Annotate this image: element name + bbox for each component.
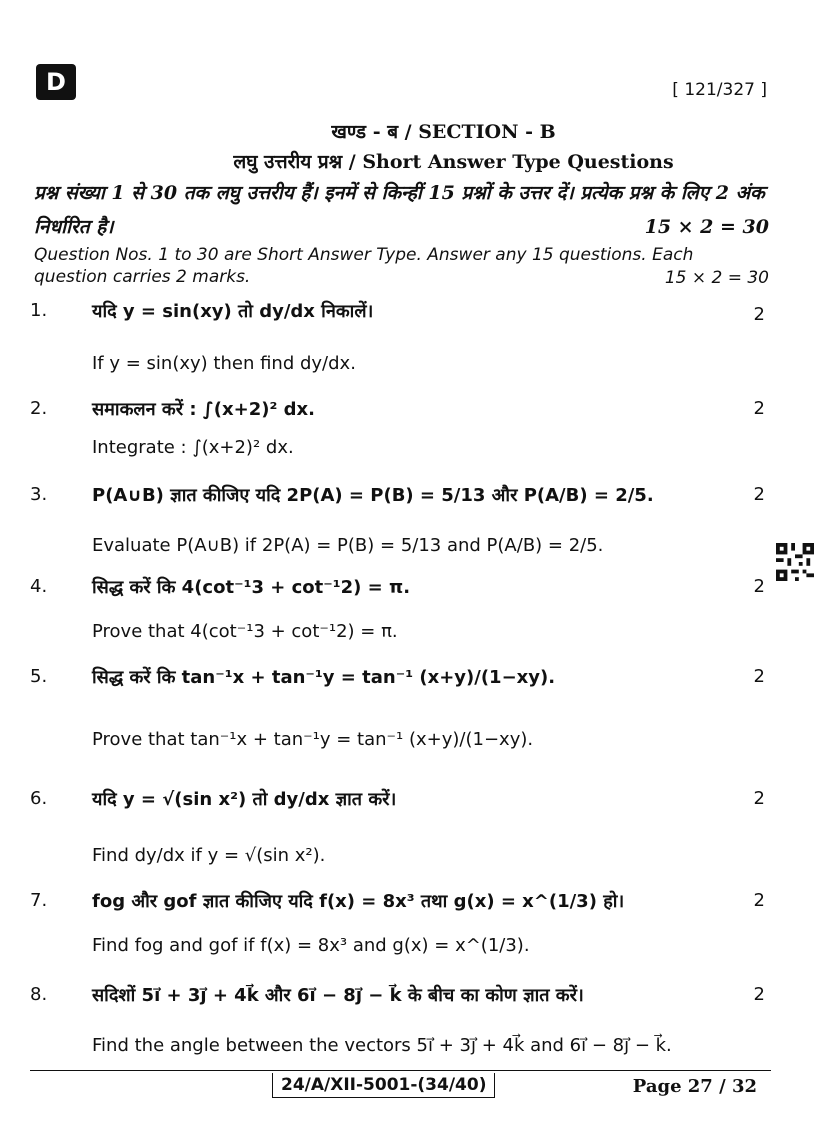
section-subtitle: लघु उत्तरीय प्रश्न / Short Answer Type Questions [233, 151, 674, 173]
question-number: 2. [30, 398, 48, 419]
question-text-english: Find dy/dx if y = √(sin x²). [92, 845, 326, 866]
question-marks: 2 [753, 304, 765, 325]
series-badge: D [36, 64, 76, 100]
instruction-hindi: प्रश्न संख्या 1 से 30 तक लघु उत्तरीय हैं। इनमें से किन्हीं 15 प्रश्नों के उत्तर दें। प्रत्येक प्रश्न के लिए 2 अंक निर्धारित है। [34, 182, 765, 238]
question-text-english: Evaluate P(A∪B) if 2P(A) = P(B) = 5/13 and P(A/B) = 2/5. [92, 535, 604, 556]
question-marks: 2 [753, 984, 765, 1005]
question-number: 4. [30, 576, 48, 597]
question-text-hindi: सदिशों 5i⃗ + 3j⃗ + 4k⃗ और 6i⃗ − 8j⃗ − k⃗ के बीच का कोण ज्ञात करें। [92, 985, 584, 1006]
page-number: Page 27 / 32 [632, 1076, 757, 1097]
question-marks: 2 [753, 666, 765, 687]
section-title: खण्ड - ब / SECTION - B [331, 121, 556, 143]
question-text-english: Find the angle between the vectors 5i⃗ + 3j⃗ + 4k⃗ and 6i⃗ − 8j⃗ − k⃗. [92, 1035, 672, 1056]
instruction-english: Question Nos. 1 to 30 are Short Answer Type. Answer any 15 questions. Each question carries 2 marks. [34, 245, 694, 287]
question-number: 3. [30, 484, 48, 505]
question-text-hindi: यदि y = sin(xy) तो dy/dx निकालें। [92, 301, 374, 322]
question-marks: 2 [753, 890, 765, 911]
footer-divider [30, 1070, 771, 1071]
question-text-hindi: fog और gof ज्ञात कीजिए यदि f(x) = 8x³ तथा g(x) = x^(1/3) हो। [92, 891, 625, 912]
question-number: 7. [30, 890, 48, 911]
question-number: 5. [30, 666, 48, 687]
question-number: 8. [30, 984, 48, 1005]
question-text-hindi: सिद्ध करें कि tan⁻¹x + tan⁻¹y = tan⁻¹ (x+y)/(1−xy). [92, 667, 556, 688]
question-text-hindi: समाकलन करें : ∫(x+2)² dx. [92, 399, 315, 420]
question-text-hindi: P(A∪B) ज्ञात कीजिए यदि 2P(A) = P(B) = 5/13 और P(A/B) = 2/5. [92, 485, 654, 506]
question-text-english: Prove that 4(cot⁻¹3 + cot⁻¹2) = π. [92, 621, 398, 642]
question-marks: 2 [753, 576, 765, 597]
paper-code: [ 121/327 ] [672, 80, 767, 100]
question-number: 1. [30, 300, 48, 321]
question-text-english: Integrate : ∫(x+2)² dx. [92, 437, 294, 458]
booklet-code: 24/A/XII-5001-(34/40) [272, 1073, 495, 1098]
qr-code-icon [776, 543, 814, 581]
question-marks: 2 [753, 484, 765, 505]
question-number: 6. [30, 788, 48, 809]
marks-hindi: 15 × 2 = 30 [644, 216, 769, 238]
question-text-hindi: सिद्ध करें कि 4(cot⁻¹3 + cot⁻¹2) = π. [92, 577, 411, 598]
question-text-english: If y = sin(xy) then find dy/dx. [92, 353, 356, 374]
question-marks: 2 [753, 788, 765, 809]
question-marks: 2 [753, 398, 765, 419]
marks-english: 15 × 2 = 30 [664, 268, 769, 288]
question-text-english: Prove that tan⁻¹x + tan⁻¹y = tan⁻¹ (x+y)/(1−xy). [92, 729, 534, 750]
question-text-hindi: यदि y = √(sin x²) तो dy/dx ज्ञात करें। [92, 789, 397, 810]
question-text-english: Find fog and gof if f(x) = 8x³ and g(x) = x^(1/3). [92, 935, 530, 956]
